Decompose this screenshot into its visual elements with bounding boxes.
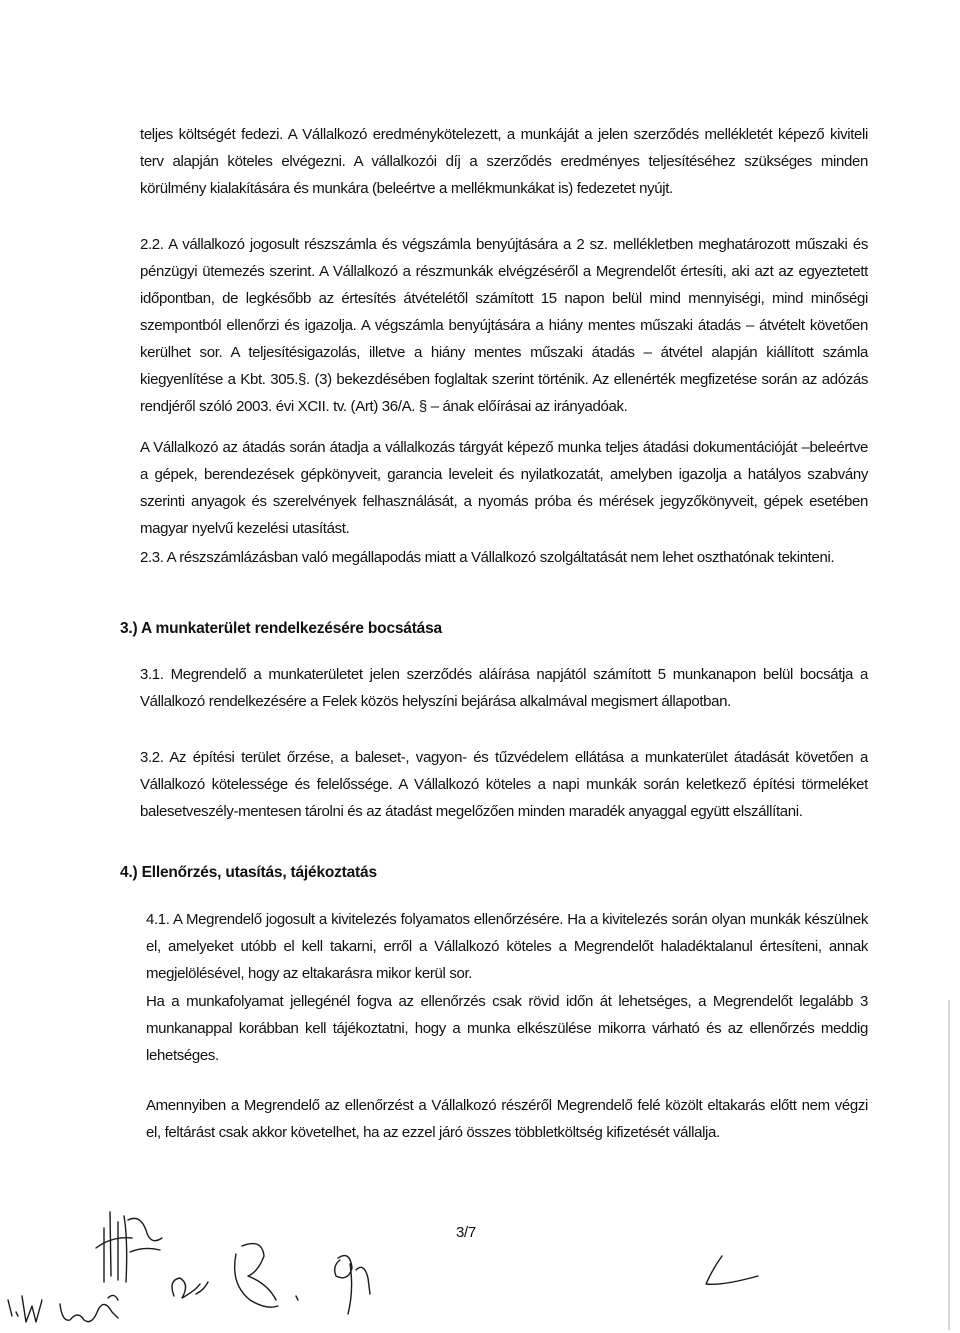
paragraph-4-1: 4.1. A Megrendelő jogosult a kivitelezés folyamatos ellenőrzésére. Ha a kivitelezés során olyan munkák készülnek el, amelyeket utóbb el kell takarni, erről a Vállalkozó köteles a Megrendelőt haladéktalanul értesíteni, annak megjelölésével, hogy az eltakarásra mikor kerül sor. <box>146 911 868 982</box>
paragraph-uncovering: Amennyiben a Megrendelő az ellenőrzést a Vállalkozó részéről Megrendelő felé közölt eltakarás előtt nem végzi el, feltárást csak akkor követelhet, ha az ezzel járó összes többletköltség kifizetését vállalja. <box>146 1097 868 1141</box>
page-number: 3/7 <box>456 1224 476 1241</box>
paragraph-3-2: 3.2. Az építési terület őrzése, a baleset-, vagyon- és tűzvédelem ellátása a munkaterület átadását követően a Vállalkozó kötelessége és felelőssége. A Vállalkozó köteles a napi munkák során keletkező építési törmeléket balesetveszély-mentesen tárolni és az átadást megelőzően minden maradék anyaggal együtt elszállítani. <box>140 749 868 820</box>
scan-edge-line <box>948 1000 950 1330</box>
paragraph-2-2: 2.2. A vállalkozó jogosult részszámla és végszámla benyújtására a 2 sz. mellékletben meghatározott műszaki és pénzügyi ütemezés szerint. A Vállalkozó a részmunkák elvégzéséről a Megrendelőt értesíti, aki azt az egyeztetett időpontban, de legkésőbb az értesítés átvételétől számított 15 napon belül mind mennyiségi, mind minőségi szempontból ellenőrzi és igazolja. A végszámla benyújtására a hiány mentes műszaki átadás – átvételt követően kerülhet sor. A teljesítésigazolás, illetve a hiány mentes műszaki átadás – átvétel alapján kiállított számla kiegyenlítése a Kbt. 305.§. (3) bekezdésében foglaltak szerint történik. Az ellenérték megfizetése során az adózás rendjéről szóló 2003. évi XCII. tv. (Art) 36/A. § – ának előírásai az irányadóak. <box>140 236 868 415</box>
paragraph-2-3: 2.3. A részszámlázásban való megállapodás miatt a Vállalkozó szolgáltatását nem lehet oszthatónak tekinteni. <box>140 549 835 566</box>
paragraph-intro: teljes költségét fedezi. A Vállalkozó eredménykötelezett, a munkáját a jelen szerződés mellékletét képező kiviteli terv alapján köteles elvégezni. A vállalkozói díj a szerződés eredményes teljesítéséhez szükséges minden körülmény kialakítására és munkára (beleértve a mellékmunkákat is) fedezetet nyújt. <box>140 126 868 197</box>
paragraph-inspection-notice: Ha a munkafolyamat jellegénél fogva az ellenőrzés csak rövid időn át lehetséges, a Megrendelőt legalább 3 munkanappal korábban kell tájékoztatni, hogy a munka elkészülése mikorra várható és az ellenőrzés meddig lehetséges. <box>146 993 868 1064</box>
paragraph-3-1: 3.1. Megrendelő a munkaterületet jelen szerződés aláírása napjától számított 5 munkanapon belül bocsátja a Vállalkozó rendelkezésére a Felek közös helyszíni bejárása alkalmával megismert állapotban. <box>140 666 868 710</box>
heading-section-3: 3.) A munkaterület rendelkezésére bocsátása <box>120 620 442 637</box>
paragraph-handover-documentation: A Vállalkozó az átadás során átadja a vállalkozás tárgyát képező munka teljes átadási dokumentációját –beleértve a gépek, berendezések gépkönyveit, garancia leveleit és nyilatkozatát, amelyben igazolja a hatályos szabvány szerinti anyagok és szerelvények felhasználását, a nyomás próba és mérések jegyzőkönyveit, gépek esetében magyar nyelvű kezelési utasítást. <box>140 439 868 537</box>
heading-section-4: 4.) Ellenőrzés, utasítás, tájékoztatás <box>120 864 377 881</box>
